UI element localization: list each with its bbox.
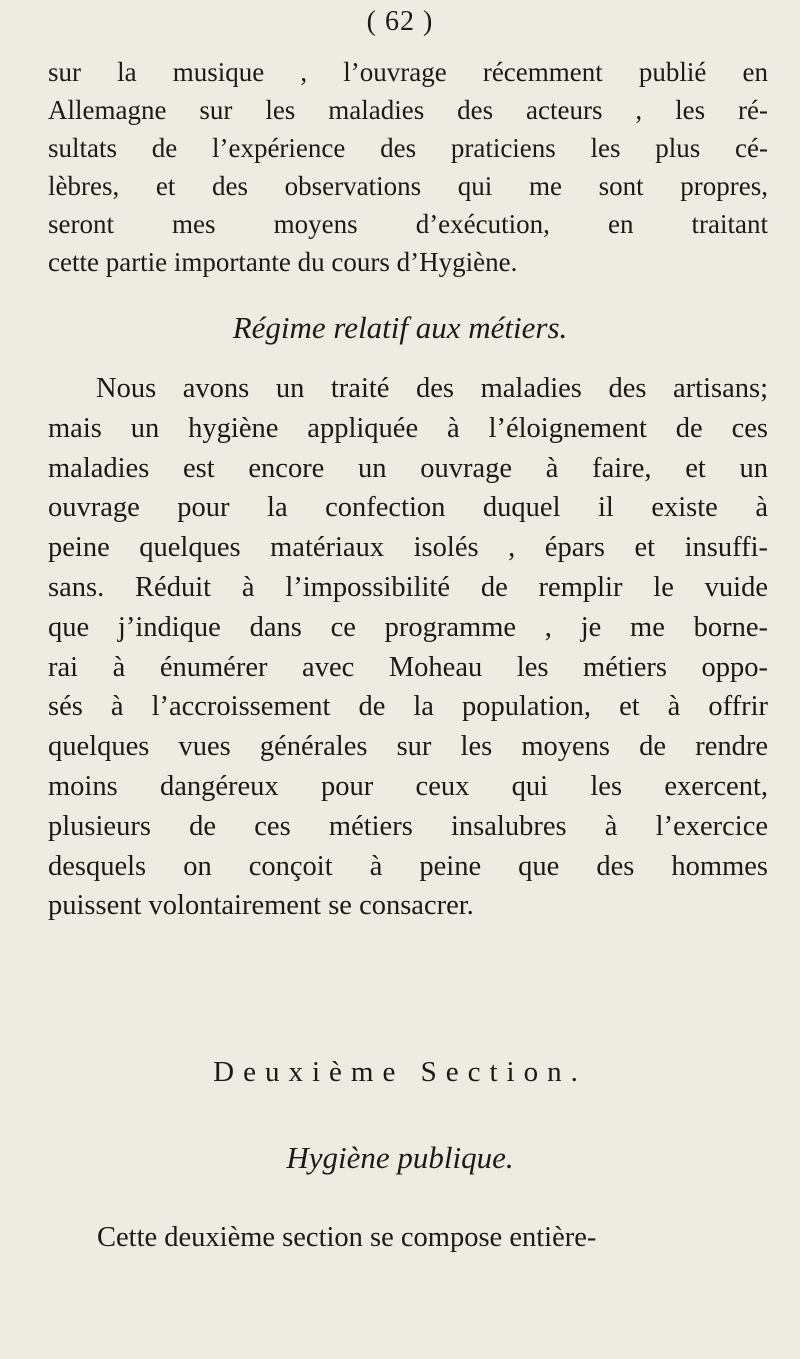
text-line: sultats de l’expérience des praticiens les plus cé- xyxy=(48,133,768,163)
text-line: ouvrage pour la confection duquel il existe à xyxy=(48,492,768,524)
text-line: sés à l’accroissement de la population, et à offrir xyxy=(48,691,768,723)
text-line: rai à énumérer avec Moheau les métiers oppo- xyxy=(48,651,768,683)
text-line: quelques vues générales sur les moyens de rendre xyxy=(48,731,768,763)
section-title: Deuxième Section. xyxy=(213,1056,587,1088)
regime-paragraph xyxy=(48,369,768,926)
text-line: puissent volontairement se consacrer. xyxy=(48,890,474,922)
text-line: moins dangéreux pour ceux qui les exercent, xyxy=(48,770,768,802)
text-line: plusieurs de ces métiers insalubres à l’exercice xyxy=(48,810,768,842)
text-line: maladies est encore un ouvrage à faire, et un xyxy=(48,452,768,484)
text-line: seront mes moyens d’exécution, en traitant xyxy=(48,209,768,239)
text-line: Cette deuxième section se compose entière- xyxy=(97,1222,597,1253)
intro-paragraph xyxy=(48,53,768,281)
heading-hygiene-publique: Hygiène publique. xyxy=(286,1140,514,1175)
text-line: sur la musique , l’ouvrage récemment publié en xyxy=(48,57,768,87)
text-line: peine quelques matériaux isolés , épars et insuffi- xyxy=(48,532,768,564)
text-line: Nous avons un traité des maladies des artisans; xyxy=(96,373,768,404)
text-line: cette partie importante du cours d’Hygiène. xyxy=(48,247,518,277)
page-number: ( 62 ) xyxy=(366,6,434,37)
text-line: lèbres, et des observations qui me sont propres, xyxy=(48,171,768,201)
text-line: desquels on conçoit à peine que des hommes xyxy=(48,850,768,882)
text-line: mais un hygiène appliquée à l’éloignement de ces xyxy=(48,412,768,444)
heading-regime: Régime relatif aux métiers. xyxy=(232,310,568,345)
text-line: sans. Réduit à l’impossibilité de remplir le vuide xyxy=(48,571,768,603)
text-line: que j’indique dans ce programme , je me borne- xyxy=(48,611,768,643)
text-line: Allemagne sur les maladies des acteurs , les ré- xyxy=(48,95,768,125)
